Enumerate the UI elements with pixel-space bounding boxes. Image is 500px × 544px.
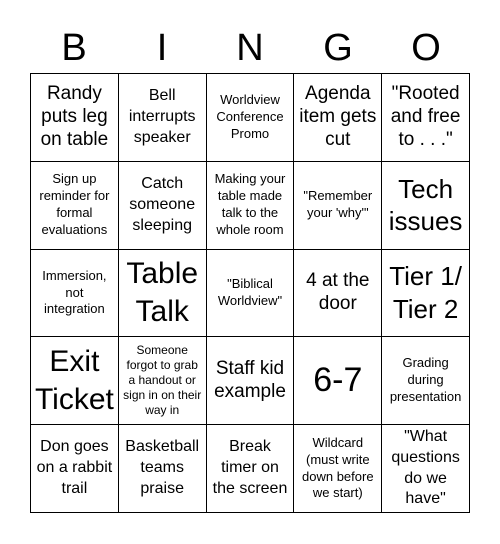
cell-text: Immersion, not integration (42, 267, 107, 317)
cell-text: "Rooted and free to . . ." (390, 83, 461, 150)
header-letter-i: I (156, 26, 168, 69)
header-letter-n: N (236, 26, 264, 69)
bingo-cell-r4c1[interactable] (31, 337, 119, 425)
bingo-cell-r1c2[interactable] (119, 74, 207, 162)
bingo-cell-r1c3[interactable] (207, 74, 295, 162)
cell-text: Agenda item gets cut (299, 83, 377, 150)
bingo-cell-r5c3[interactable] (207, 425, 295, 513)
bingo-cell-r4c3[interactable] (207, 337, 295, 425)
bingo-header (30, 20, 470, 76)
bingo-cell-r4c2[interactable] (119, 337, 207, 425)
cell-text: Randy puts leg on table (40, 83, 109, 150)
cell-text: 6-7 (313, 361, 363, 400)
bingo-cell-r5c1[interactable] (31, 425, 119, 513)
cell-text: Staff kid example (214, 357, 286, 402)
cell-text: Grading during presentation (389, 355, 462, 405)
cell-text: Table Talk (126, 257, 199, 328)
bingo-cell-r1c5[interactable] (382, 74, 470, 162)
header-letter-o: O (411, 26, 441, 69)
bingo-cell-r4c5[interactable] (382, 337, 470, 425)
header-letter-g: G (323, 26, 353, 69)
cell-text: Sign up reminder for formal evaluations (39, 171, 110, 238)
cell-text: "Remember your 'why'" (303, 188, 373, 221)
bingo-cell-r5c4[interactable] (294, 425, 382, 513)
cell-text: Making your table made talk to the whole room (214, 171, 286, 238)
bingo-cell-r2c2[interactable] (119, 162, 207, 250)
bingo-cell-r2c1[interactable] (31, 162, 119, 250)
cell-text: "Biblical Worldview" (217, 276, 283, 308)
cell-text: Basketball teams praise (125, 438, 200, 497)
cell-text: Worldview Conference Promo (216, 92, 284, 141)
bingo-cell-r3c5[interactable] (382, 250, 470, 338)
bingo-grid (30, 73, 470, 513)
cell-text: Exit Ticket (34, 345, 114, 416)
cell-text: 4 at the door (306, 270, 370, 314)
bingo-cell-r3c3[interactable] (207, 250, 295, 338)
bingo-cell-r5c2[interactable] (119, 425, 207, 513)
bingo-cell-r2c3[interactable] (207, 162, 295, 250)
cell-text: "What questions do we have" (391, 428, 460, 508)
bingo-cell-r3c4[interactable] (294, 250, 382, 338)
header-letter-b: B (61, 26, 87, 69)
cell-text: Tech issues (388, 173, 463, 237)
bingo-cell-r2c5[interactable] (382, 162, 470, 250)
cell-text: Bell interrupts speaker (128, 87, 196, 146)
cell-text: Don goes on a rabbit trail (36, 438, 113, 497)
bingo-cell-r3c1[interactable] (31, 250, 119, 338)
bingo-cell-r1c4[interactable] (294, 74, 382, 162)
bingo-cell-r1c1[interactable] (31, 74, 119, 162)
cell-text: Wildcard (must write down before we start) (302, 434, 374, 501)
cell-text: Break timer on the screen (212, 438, 288, 497)
bingo-cell-r4c4[interactable] (294, 337, 382, 425)
bingo-cell-r5c5[interactable] (382, 425, 470, 513)
bingo-cell-r3c2[interactable] (119, 250, 207, 338)
bingo-cell-r2c4[interactable] (294, 162, 382, 250)
cell-text: Catch someone sleeping (129, 175, 196, 234)
cell-text: Someone forgot to grab a handout or sign in on their way in (123, 343, 202, 418)
cell-text: Tier 1/ Tier 2 (389, 261, 462, 324)
